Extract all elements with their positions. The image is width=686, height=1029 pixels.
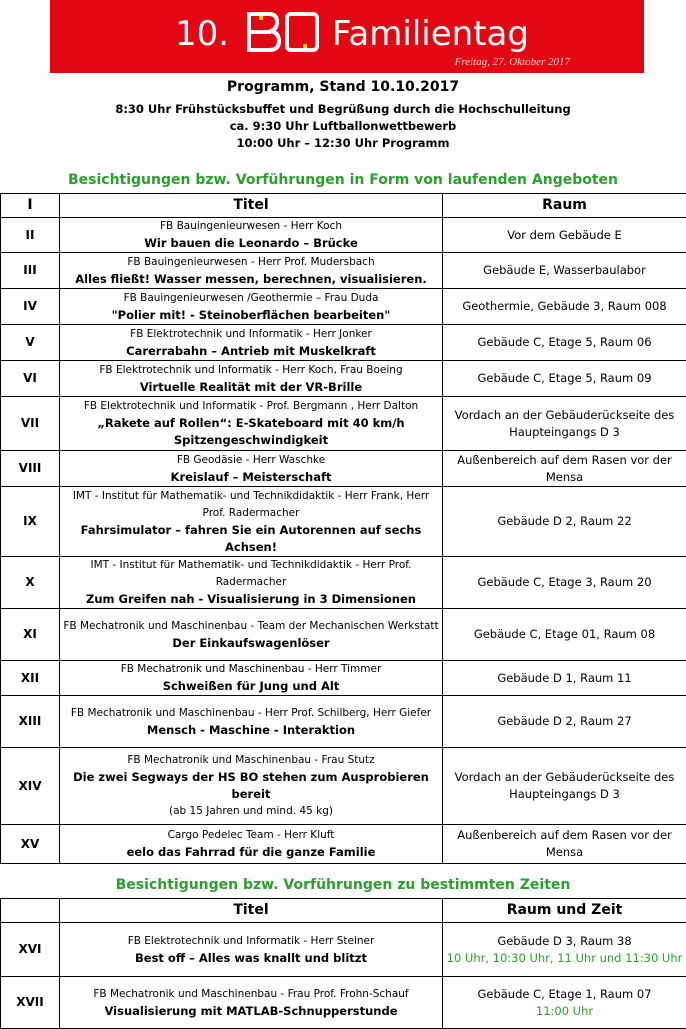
row-room: Gebäude C, Etage 01, Raum 08 [443, 609, 686, 661]
table-row [1, 923, 686, 977]
row-room: Vordach an der Gebäuderückseite des Haupteingangs D 3 [443, 397, 686, 451]
row-institution: FB Bauingenieurwesen - Herr Prof. Mudersbach [63, 254, 439, 271]
header-room: Raum [443, 194, 686, 218]
row-number: IX [1, 487, 60, 557]
row-number: VI [1, 361, 60, 397]
row-number: XIII [1, 696, 60, 748]
section-heading-ongoing: Besichtigungen bzw. Vorführungen in Form von laufenden Angeboten [0, 172, 686, 188]
row-institution: FB Bauingenieurwesen - Herr Koch [63, 218, 439, 235]
row-activity: Fahrsimulator – fahren Sie ein Autorennen auf sechs Achsen! [63, 522, 439, 556]
row-number: XII [1, 661, 60, 696]
row-institution: FB Elektrotechnik und Informatik - Herr Koch, Frau Boeing [63, 362, 439, 379]
row-institution: FB Mechatronik und Maschinenbau - Herr Prof. Schilberg, Herr Giefer [63, 705, 439, 722]
row-number: VII [1, 397, 60, 451]
row-activity: Carerrabahn – Antrieb mit Muskelkraft [63, 343, 439, 360]
program-line-breakfast: 8:30 Uhr Frühstücksbuffet und Begrüßung durch die Hochschulleitung [0, 102, 686, 116]
row-room: Gebäude D 2, Raum 27 [443, 696, 686, 748]
row-title [60, 696, 443, 748]
row-activity: Zum Greifen nah - Visualisierung in 3 Dimensionen [63, 591, 439, 608]
row-number: XIV [1, 748, 60, 825]
row-activity: eelo das Fahrrad für die ganze Familie [63, 844, 439, 861]
row-institution: FB Elektrotechnik und Informatik - Herr Jonker [63, 326, 439, 343]
row-room: Gebäude C, Etage 5, Raum 06 [443, 325, 686, 361]
row-room: Gebäude D 3, Raum 38 [446, 933, 683, 950]
row-title [60, 557, 443, 609]
row-note: (ab 15 Jahren und mind. 45 kg) [63, 803, 439, 820]
row-number: XVI [1, 923, 60, 977]
program-title: Programm, Stand 10.10.2017 [0, 79, 686, 95]
table-row [1, 289, 686, 325]
table-row [1, 609, 686, 661]
row-title [60, 923, 443, 977]
row-number: XI [1, 609, 60, 661]
row-institution: FB Elektrotechnik und Informatik - Herr Steiner [63, 933, 439, 950]
row-institution: FB Bauingenieurwesen /Geothermie – Frau Duda [63, 290, 439, 307]
section-heading-scheduled: Besichtigungen bzw. Vorführungen zu bestimmten Zeiten [0, 877, 686, 893]
row-activity: Virtuelle Realität mit der VR-Brille [63, 379, 439, 396]
row-room: Außenbereich auf dem Rasen vor der Mensa [443, 825, 686, 864]
scheduled-offers-table [0, 898, 686, 1029]
row-room: Gebäude C, Etage 3, Raum 20 [443, 557, 686, 609]
row-number: XV [1, 825, 60, 864]
table-row [1, 451, 686, 487]
row-institution: IMT - Institut für Mathematik- und Technikdidaktik - Herr Frank, Herr Prof. Radermacher [63, 488, 439, 522]
table-row [1, 557, 686, 609]
row-number: II [1, 218, 60, 253]
row-title [60, 825, 443, 864]
row-number: X [1, 557, 60, 609]
row-title [60, 451, 443, 487]
row-room: Gebäude C, Etage 1, Raum 07 [446, 986, 683, 1003]
program-line-program: 10:00 Uhr – 12:30 Uhr Programm [0, 136, 686, 150]
row-time: 11:00 Uhr [446, 1003, 683, 1020]
table-row [1, 748, 686, 825]
row-activity: Schweißen für Jung und Alt [63, 678, 439, 695]
row-activity: Visualisierung mit MATLAB-Schnupperstunde [63, 1003, 439, 1020]
row-title [60, 289, 443, 325]
table-row [1, 218, 686, 253]
table-row [1, 977, 686, 1029]
row-room: Gebäude D 2, Raum 22 [443, 487, 686, 557]
row-activity: Wir bauen die Leonardo – Brücke [63, 235, 439, 252]
table-header-row [1, 194, 686, 218]
row-title [60, 253, 443, 289]
row-institution: FB Mechatronik und Maschinenbau - Frau Prof. Frohn-Schauf [63, 986, 439, 1003]
row-activity: Der Einkaufswagenlöser [63, 635, 439, 652]
row-activity: Alles fließt! Wasser messen, berechnen, visualisieren. [63, 271, 439, 288]
row-room: Gebäude E, Wasserbaulabor [443, 253, 686, 289]
row-title [60, 661, 443, 696]
table-row [1, 361, 686, 397]
row-number: XVII [1, 977, 60, 1029]
table-row [1, 487, 686, 557]
header-num [1, 899, 60, 923]
row-activity: Kreislauf – Meisterschaft [63, 469, 439, 486]
row-institution: FB Mechatronik und Maschinenbau - Frau Stutz [63, 752, 439, 769]
row-room: Außenbereich auf dem Rasen vor der Mensa [443, 451, 686, 487]
banner-date: Freitag, 27. Oktober 2017 [455, 56, 570, 68]
banner-number: 10. [175, 14, 229, 54]
row-institution: Cargo Pedelec Team - Herr Kluft [63, 827, 439, 844]
table-row [1, 661, 686, 696]
row-title [60, 218, 443, 253]
table-row [1, 825, 686, 864]
row-title [60, 361, 443, 397]
header-num: I [1, 194, 60, 218]
row-title [60, 325, 443, 361]
row-institution: FB Geodäsie - Herr Waschke [63, 452, 439, 469]
row-number: V [1, 325, 60, 361]
row-room: Vor dem Gebäude E [443, 218, 686, 253]
table-row [1, 325, 686, 361]
table-row [1, 253, 686, 289]
row-title [60, 977, 443, 1029]
row-title [60, 487, 443, 557]
ongoing-offers-table [0, 193, 686, 864]
row-room: Gebäude C, Etage 5, Raum 09 [443, 361, 686, 397]
row-institution: IMT - Institut für Mathematik- und Technikdidaktik - Herr Prof. Radermacher [63, 557, 439, 591]
row-activity: Die zwei Segways der HS BO stehen zum Ausprobieren bereit [63, 769, 439, 803]
row-activity: „Rakete auf Rollen“: E-Skateboard mit 40 km/h Spitzengeschwindigkeit [63, 415, 439, 449]
event-banner [50, 0, 644, 73]
program-line-balloon: ca. 9:30 Uhr Luftballonwettbewerb [0, 119, 686, 133]
row-room: Vordach an der Gebäuderückseite des Haupteingangs D 3 [443, 748, 686, 825]
row-title [60, 609, 443, 661]
row-number: VIII [1, 451, 60, 487]
row-room-time [443, 977, 686, 1029]
row-activity: Best off – Alles was knallt und blitzt [63, 950, 439, 967]
row-number: IV [1, 289, 60, 325]
table-row [1, 696, 686, 748]
row-number: III [1, 253, 60, 289]
header-title: Titel [60, 899, 443, 923]
row-room: Gebäude D 1, Raum 11 [443, 661, 686, 696]
row-institution: FB Mechatronik und Maschinenbau - Herr Timmer [63, 661, 439, 678]
banner-title: Familientag [332, 14, 529, 54]
row-title [60, 748, 443, 825]
header-room-time: Raum und Zeit [443, 899, 686, 923]
row-room: Geothermie, Gebäude 3, Raum 008 [443, 289, 686, 325]
row-time: 10 Uhr, 10:30 Uhr, 11 Uhr und 11:30 Uhr [446, 950, 683, 967]
row-title [60, 397, 443, 451]
row-activity: Mensch - Maschine - Interaktion [63, 722, 439, 739]
table-row [1, 397, 686, 451]
row-activity: "Polier mit! - Steinoberflächen bearbeiten" [63, 307, 439, 324]
row-room-time [443, 923, 686, 977]
row-institution: FB Mechatronik und Maschinenbau - Team der Mechanischen Werkstatt [63, 618, 439, 635]
bo-logo-text: BO [243, 10, 245, 11]
row-institution: FB Elektrotechnik und Informatik - Prof. Bergmann , Herr Dalton [63, 398, 439, 415]
header-title: Titel [60, 194, 443, 218]
bo-logo [243, 10, 323, 54]
table-header-row [1, 899, 686, 923]
